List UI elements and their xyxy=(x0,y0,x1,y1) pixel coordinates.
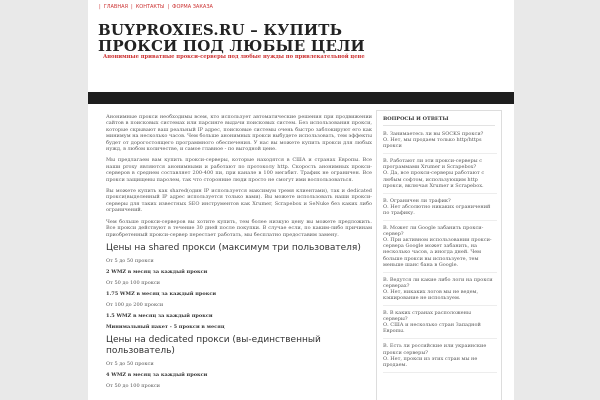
faq-answer: О. Нет, прокси из этих стран мы не продаем. xyxy=(383,355,478,368)
faq-question: В. Есть ли российские или украинские прокси серверы? xyxy=(383,343,487,356)
dedicated-prices-heading: Цены на dedicated прокси (вы-единственный пользователь) xyxy=(106,334,321,356)
faq-question: В. В каких странах расположены серверы? xyxy=(383,310,471,323)
shared-price-list xyxy=(106,258,372,330)
price-row: От 5 до 50 прокси xyxy=(106,257,154,264)
faq-item xyxy=(383,158,497,193)
faq-answer: О. США и несколько стран Западной Европы. xyxy=(383,322,481,335)
shared-dedicated-paragraph: Вы можете купить как shared(один IP используется максимум тремя клиентами), так и dedicated прокси(выделенный IP адрес используется только вами). Вы можете использовать наши прокси-серверы для таких известных SEO инструментов как Xrumer, Scrapebox и SeNuke без каких либо ограничений. xyxy=(106,188,372,214)
locations-paragraph: Мы предлагаем вам купить прокси-серверы, которые находятся в США и странах Европы. Все наши proxy являются анонимными и работают по протоколу http. Скорость анонимных прокси-серверов в среднем составляет 200-400 пи, при канале в 100 мегабит. Трафик не ограничен. Все прокси защищены паролем, так что сторонние люди просто не смогут ими воспользоваться. xyxy=(106,157,372,183)
site-tagline: Анонимные приватные прокси-серверы под любые нужды по привлекательной цене xyxy=(103,54,365,60)
price-row: От 5 до 50 прокси xyxy=(106,360,154,367)
price-row: От 50 до 100 прокси xyxy=(106,382,161,389)
price-row: 2 WMZ в месяц за каждый прокси xyxy=(106,268,208,275)
faq-question: В. Может ли Google забанить прокси-сервер? xyxy=(383,225,484,238)
faq-question: В. Работают ли эти прокси-серверы с программами Xrumer и Scrapebox? xyxy=(383,158,483,171)
faq-divider xyxy=(383,125,495,126)
faq-question: В. Занимаетесь ли вы SOCKS прокси? xyxy=(383,131,484,137)
faq-question: В. Ведутся ли какие либо логи на прокси серверах? xyxy=(383,276,493,289)
intro-paragraph: Анонимные прокси необходимы всем, кто использует автоматические решения при продвижении сайтов в поисковых системах или парсинге выдачи поисковых систем. Без использования прокси, которые скрывают ваш реальный IP адрес, поисковые системы очень быстро заблокируют его как минимум на несколько часов. Чем больше анонимных прокси выбудете использовать, тем эффекты будет от дорогостоящего программного обеспечения. У нас вы можете купить прокси для любых нужд, в любом количестве, и самое главное - по выгодной цене. xyxy=(106,114,372,153)
price-row: От 50 до 100 прокси xyxy=(106,279,161,286)
nav-home-link[interactable]: ГЛАВНАЯ xyxy=(103,4,129,10)
faq-answer: О. Да, все прокси-серверы работают с любым софтом, использующим http прокси, включая Xrumer и Scrapebox. xyxy=(383,170,485,189)
main-content xyxy=(106,114,372,394)
price-row: 4 WMZ в месяц за каждый прокси xyxy=(106,371,208,378)
site-title[interactable]: BUYPROXIES.RU – КУПИТЬ ПРОКСИ ПОД ЛЮБЫЕ ЦЕЛИ xyxy=(98,21,365,55)
faq-item xyxy=(383,131,497,154)
header-bar xyxy=(88,92,514,104)
top-nav: | ГЛАВНАЯ | КОНТАКТЫ | ФОРМА ЗАКАЗА xyxy=(99,4,213,10)
nav-order-form-link[interactable]: ФОРМА ЗАКАЗА xyxy=(172,4,213,10)
faq-item xyxy=(383,225,497,273)
page xyxy=(88,0,514,400)
faq-answer: О. Нет, мы продаем только http/https прокси xyxy=(383,137,482,150)
price-row: 1.5 WMZ в месяц за каждый прокси xyxy=(106,312,213,319)
faq-heading: ВОПРОСЫ И ОТВЕТЫ xyxy=(383,116,449,122)
shared-prices-heading: Цены на shared прокси (максимум три пользователя) xyxy=(106,242,361,253)
faq-list xyxy=(383,131,497,377)
faq-item xyxy=(383,198,497,221)
price-row: Минимальный пакет - 5 прокси в месяц xyxy=(106,323,225,330)
price-row: 1.75 WMZ в месяц за каждый прокси xyxy=(106,290,217,297)
faq-item xyxy=(383,343,497,372)
dedicated-price-list xyxy=(106,361,372,389)
faq-answer: О. Нет абсолютно никаких ограничений по трафику. xyxy=(383,203,491,216)
faq-item xyxy=(383,310,497,339)
price-row: От 100 до 200 прокси xyxy=(106,301,164,308)
nav-contacts-link[interactable]: КОНТАКТЫ xyxy=(135,4,165,10)
faq-answer: О. Нет, никаких логов мы не ведем, кэширование не используем. xyxy=(383,288,479,301)
sidebar xyxy=(376,110,502,400)
faq-answer: О. При активном использовании прокси-сервера Google может забанить, на несколько часов, а иногда дней. Чем больше прокси вы используете, тем меньше шанс бана в Google. xyxy=(383,237,492,268)
faq-question: В. Ограничен ли трафик? xyxy=(383,197,451,204)
faq-item xyxy=(383,277,497,306)
pricing-paragraph: Чем больше прокси-серверов вы хотите купить, тем более низкую цену вы можете предложить. Все прокси действуют в течение 30 дней после покупки. В случае если, по каким-либо причинам приобретенный прокси-сервер перестает работать, мы бесплатно предоставим замену. xyxy=(106,218,372,238)
